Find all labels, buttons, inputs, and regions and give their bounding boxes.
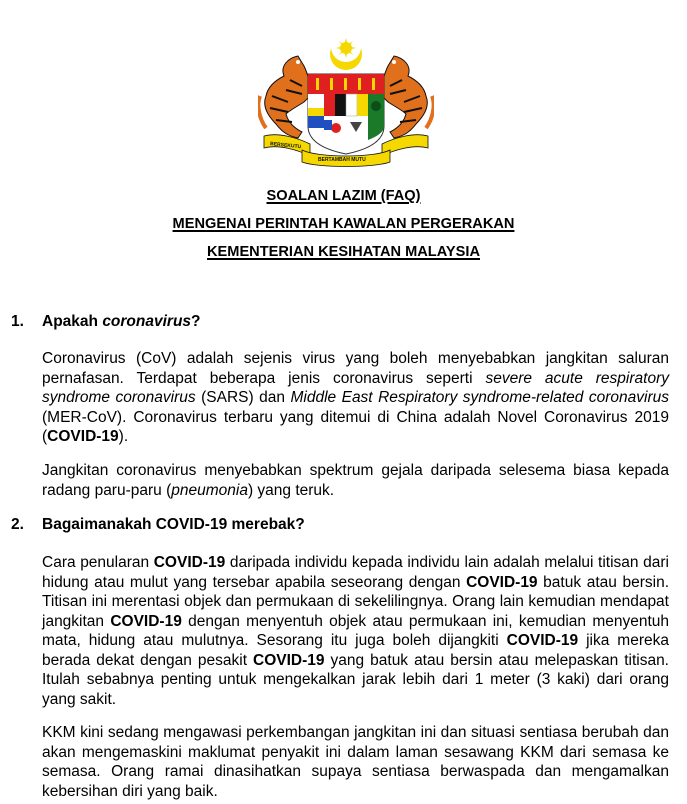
question-italic-term: coronavirus <box>102 313 192 330</box>
text-run: Coronavirus (CoV) adalah sejenis virus yang boleh menyebabkan jangkitan saluran pernafasan. Terdapat beberapa jenis coronavirus seperti <box>42 350 669 387</box>
question-2-heading <box>11 516 305 534</box>
bold-term: COVID-19 <box>153 554 226 571</box>
doc-title-line-1: SOALAN LAZIM (FAQ) <box>266 188 421 204</box>
text-run: KKM kini sedang mengawasi perkembangan jangkitan ini dan situasi sentiasa berubah dan akan mengemaskini maklumat penyakit ini dalam laman sesawang KKM dari semasa ke semasa. Orang ramai dinasihatkan supaya sentiasa berwaspada dan mengamalkan kebersihan diri yang baik. <box>42 724 669 800</box>
bold-term: COVID-19 <box>506 632 579 649</box>
motto-left-text: BERSEKUTU <box>269 141 302 151</box>
question-mark: ? <box>191 313 201 330</box>
text-run: yang batuk atau bersin atau melepaskan titisan. Itulah sebabnya penting untuk mengekalkan jarak lebih dari 1 meter (3 kaki) dari orang yang sakit. <box>42 651 669 708</box>
text-run: ) yang teruk. <box>247 481 335 499</box>
coat-of-arms-logo <box>258 36 434 168</box>
bold-term: COVID-19 <box>47 428 119 445</box>
text-run: (SARS) dan <box>195 389 291 406</box>
doc-title-line-2: MENGENAI PERINTAH KAWALAN PERGERAKAN <box>172 216 515 232</box>
shield-icon <box>308 74 384 154</box>
question-number: 2. <box>11 516 24 533</box>
text-run: jika mereka berada dekat dengan pesakit <box>42 632 669 669</box>
question-number: 1. <box>11 313 24 330</box>
answer-2-paragraph-1 <box>42 553 669 709</box>
text-run: (MER-CoV). Coronavirus terbaru yang ditemui di China adalah Novel Coronavirus 2019 ( <box>42 408 669 445</box>
text-run: Cara penularan <box>42 554 154 571</box>
left-tiger-icon <box>258 56 312 138</box>
right-tiger-icon <box>380 56 434 138</box>
bold-term: COVID-19 <box>110 612 182 630</box>
bold-term: COVID-19 <box>466 573 538 591</box>
italic-term: pneumonia <box>171 481 248 499</box>
text-run: daripada individu kepada individu lain adalah melalui titisan dari hidung atau mulut yang tersebar apabila seseorang dengan <box>42 554 669 591</box>
crescent-star-icon <box>330 36 362 70</box>
text-run: batuk atau bersin. Titisan ini merentasi objek dan permukaan di sekelilingnya. Orang lain kemudian mendapat jangkitan <box>42 573 669 630</box>
text-run: Jangkitan coronavirus menyebabkan spektrum gejala daripada selesema biasa kepada radang paru-paru ( <box>42 462 669 499</box>
answer-1-paragraph-2 <box>42 461 669 500</box>
answer-2-paragraph-2 <box>42 723 669 801</box>
italic-term: severe acute respiratory syndrome coronavirus <box>42 369 669 406</box>
question-text: Apakah <box>42 313 103 330</box>
answer-1-paragraph-1 <box>42 349 669 447</box>
italic-term: Middle East Respiratory syndrome-related coronavirus <box>290 389 670 406</box>
text-run: ). <box>118 428 129 445</box>
bold-term: COVID-19 <box>253 651 325 669</box>
doc-title-line-3: KEMENTERIAN KESIHATAN MALAYSIA <box>207 244 480 260</box>
question-1-heading <box>11 313 201 331</box>
text-run: dengan menyentuh objek atau permukaan ini, kemudian menyentuh mata, hidung atau mulutnya. Sesorang itu juga boleh dijangkiti <box>42 612 670 649</box>
question-text: Bagaimanakah COVID-19 merebak? <box>42 516 305 533</box>
motto-center-text: BERTAMBAH MUTU <box>318 157 366 163</box>
